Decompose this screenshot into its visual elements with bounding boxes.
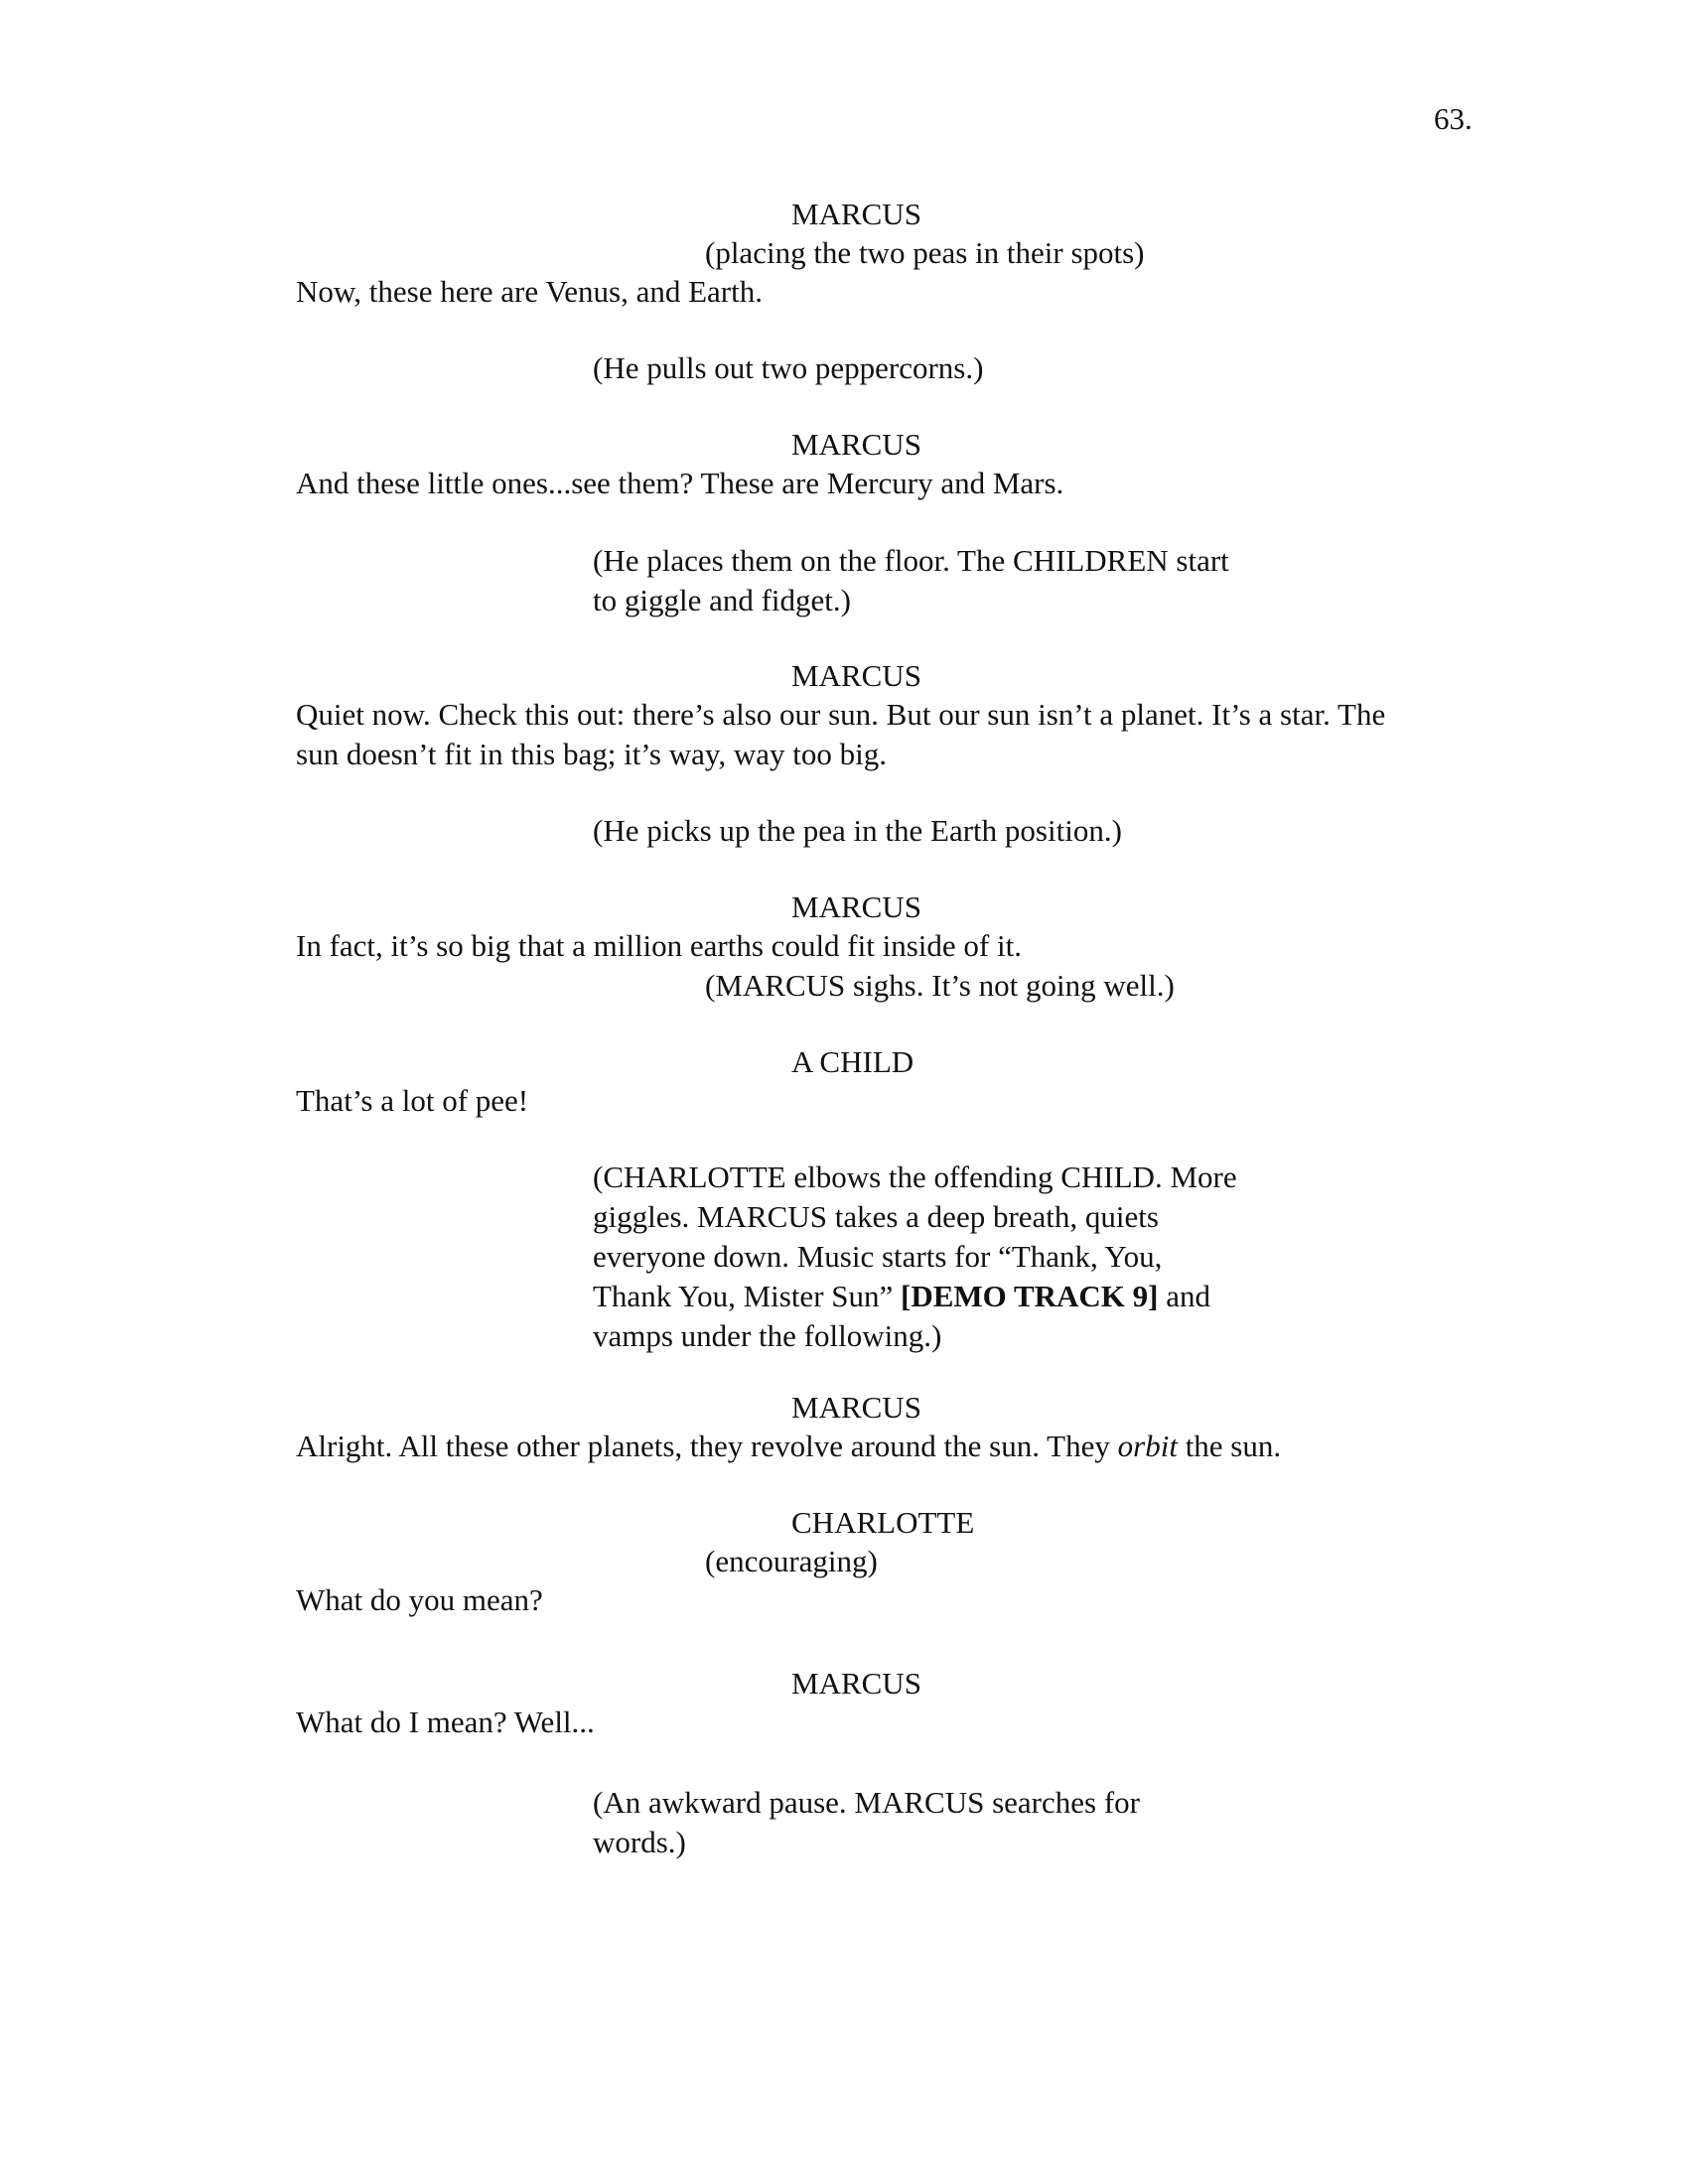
- stage-direction: [593, 541, 1308, 620]
- parenthetical: (encouraging): [705, 1544, 878, 1578]
- dialogue-line: Now, these here are Venus, and Earth.: [296, 274, 763, 309]
- dialogue-line: That’s a lot of pee!: [296, 1083, 529, 1118]
- stage-direction: (He pulls out two peppercorns.): [593, 350, 984, 385]
- character-name: MARCUS: [791, 427, 921, 462]
- character-name: MARCUS: [791, 1666, 921, 1701]
- dialogue-line-part: sun doesn’t fit in this bag; it’s way, way too big.: [296, 737, 887, 771]
- demo-track-label: [DEMO TRACK 9]: [901, 1279, 1159, 1313]
- line-text: Thank You, Mister Sun”: [593, 1279, 902, 1313]
- emphasis-text: orbit: [1117, 1429, 1178, 1463]
- parenthetical: (placing the two peas in their spots): [705, 235, 1145, 270]
- stage-direction-line: giggles. MARCUS takes a deep breath, quiets: [593, 1199, 1159, 1234]
- stage-direction-line: (CHARLOTTE elbows the offending CHILD. More: [593, 1160, 1237, 1194]
- stage-direction-line: to giggle and fidget.): [593, 583, 851, 617]
- stage-direction-line: [593, 1277, 1308, 1316]
- stage-direction: [593, 1158, 1308, 1356]
- dialogue-line-part: Quiet now. Check this out: there’s also our sun. But our sun isn’t a planet. It’s a star. The: [296, 697, 1386, 732]
- stage-direction: [593, 1783, 1308, 1862]
- dialogue-line: What do you mean?: [296, 1582, 543, 1617]
- page-number: 63.: [1434, 101, 1473, 136]
- character-name: MARCUS: [791, 658, 921, 693]
- line-text: Alright. All these other planets, they revolve around the sun. They: [296, 1429, 1118, 1463]
- character-name: A CHILD: [791, 1044, 914, 1079]
- character-name: CHARLOTTE: [791, 1505, 975, 1540]
- stage-direction: (He picks up the pea in the Earth position.): [593, 813, 1122, 848]
- stage-direction-line: words.): [593, 1825, 686, 1859]
- line-text: the sun.: [1177, 1429, 1282, 1463]
- stage-direction-line: everyone down. Music starts for “Thank, You,: [593, 1239, 1163, 1274]
- dialogue-line: [296, 695, 1385, 774]
- dialogue-line: [296, 1427, 1281, 1466]
- stage-direction-line: (He places them on the floor. The CHILDREN start: [593, 543, 1229, 578]
- stage-direction-line: (An awkward pause. MARCUS searches for: [593, 1785, 1140, 1820]
- character-name: MARCUS: [791, 889, 921, 924]
- character-name: MARCUS: [791, 197, 921, 231]
- dialogue-line: What do I mean? Well...: [296, 1705, 595, 1739]
- character-name: MARCUS: [791, 1390, 921, 1425]
- line-text: and: [1158, 1279, 1211, 1313]
- dialogue-line: And these little ones...see them? These are Mercury and Mars.: [296, 466, 1064, 500]
- parenthetical: (MARCUS sighs. It’s not going well.): [705, 968, 1175, 1003]
- stage-direction-line: vamps under the following.): [593, 1318, 942, 1353]
- dialogue-line: In fact, it’s so big that a million earths could fit inside of it.: [296, 928, 1022, 963]
